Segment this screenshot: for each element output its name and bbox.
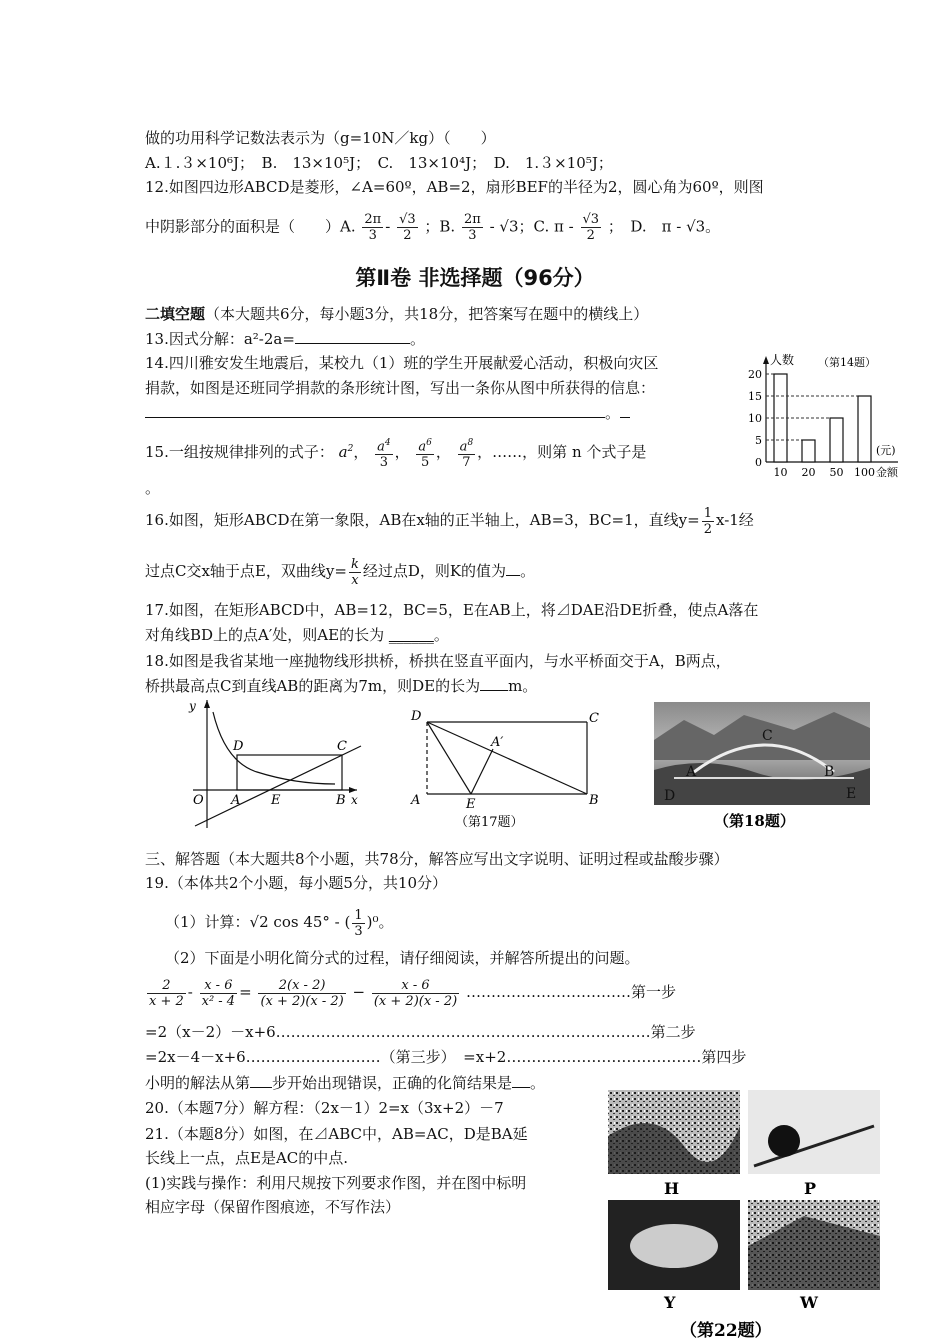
figure-q16 [185, 700, 365, 832]
fig18-label-E: E [846, 786, 857, 802]
fig18-label-C: C [762, 728, 773, 744]
fig16-label-B: B [336, 793, 346, 808]
q16-line1: 16.如图，矩形ABCD在第一象限，AB在x轴的正半轴上，AB=3，BC=1，直线y= $\frac{1}{2}$ x-1经 [145, 505, 754, 537]
chart-bar [802, 440, 815, 462]
q14-line2: 捐款，如图是还班同学捐款的条形统计图，写出一条你从图中所获得的信息： [145, 379, 656, 397]
chart-bar [858, 396, 871, 462]
chart-bar [830, 418, 843, 462]
chart-caption: （第14题） [818, 356, 876, 369]
fig22-label-W: W [800, 1293, 818, 1312]
chart-ytick-label: 15 [748, 390, 762, 403]
q19-question: 小明的解法从第 步开始出现错误，正确的化简结果是 。 [145, 1074, 546, 1092]
chart-x-unit: (元) [876, 444, 896, 457]
q12-line2: 中阴影部分的面积是（ ）A. $\frac{2\pi}{3}$ - $\frac{√3}{2}$ ；B. $\frac{2\pi}{3}$ - √3；C. π - $\frac{√3}{2}$ ； D. π - √3。 [145, 212, 721, 243]
q19-step2: =2（x－2）－x+6…………………………………………………………………第二步 [145, 1023, 696, 1041]
fig16-label-x: x [351, 793, 358, 807]
fig22-label-Y: Y [664, 1293, 676, 1312]
chart-ylabel: 人数 [770, 353, 795, 367]
q21-line4: 相应字母（保留作图痕迹，不写作法） [145, 1198, 401, 1216]
chart-ytick-label: 5 [755, 434, 762, 447]
chart-ytick-label: 10 [748, 412, 762, 425]
q15: 15.一组按规律排列的式子： $a^2$， $\frac{a^4}{3}$ ， $\frac{a^6}{5}$ ， $\frac{a^8}{7}$ ，……，则第 n 个式子是 [145, 437, 647, 471]
chart-xtick-label: 50 [829, 466, 844, 479]
fig16-label-E: E [271, 793, 281, 808]
q14-answer-line: 。 [145, 403, 630, 423]
fig17-label-C: C [589, 711, 599, 726]
q12-line1: 12.如图四边形ABCD是菱形，∠A=60º，AB=2，扇形BEF的半径为2，圆心角为60º，则图 [145, 178, 764, 196]
q11-options: A.１.３×10⁶J； B. 13×10⁵J； C. 13×10⁴J； D. 1.３×10⁵J； [145, 154, 613, 172]
q19-fraction-line: $\frac{2}{x + 2}$ - $\frac{x - 6}{\text{x² - 4}}$ = $\frac{2(x - 2)}{(x + 2)(x - 2)}$ − $\frac{x - 6}{(x + 2)(x - 2)}$ ……………………………第一步 [149, 977, 676, 1009]
chart-xtick-label: 20 [801, 466, 816, 479]
figure-q22-photos [604, 1086, 884, 1342]
fig17-label-E: E [466, 797, 476, 812]
q21-line2: 长线上一点，点E是AC的中点. [145, 1149, 349, 1167]
section-title: 第Ⅱ卷 非选择题（96分） [355, 266, 595, 290]
fill-heading: 二填空题（本大题共6分，每小题3分，共18分，把答案写在题中的横线上） [145, 305, 649, 323]
q19-part2: （2）下面是小明化简分式的过程，请仔细阅读，并解答所提出的问题。 [165, 949, 640, 967]
fig22-label-H: H [664, 1179, 680, 1198]
fig16-label-C: C [337, 739, 347, 754]
q11-text: 做的功用科学记数法表示为（g=10N／kg）（ ） [145, 129, 496, 147]
bar-chart-q14 [740, 350, 910, 482]
fig18-label-B: B [824, 764, 835, 780]
fig22-caption: （第22题） [680, 1321, 772, 1341]
figure-q18-photo [654, 700, 872, 835]
q20: 20.（本题7分）解方程：（2x－1）2=x（3x+2）－7 [145, 1099, 504, 1117]
fig17-label-B: B [589, 793, 599, 808]
chart-xlabel: 金额 [876, 466, 898, 479]
q17-line2: 对角线BD上的点A′处，则AE的长为 ______。 [145, 626, 449, 644]
q16-line2: 过点C交x轴于点E，双曲线y= $\frac{k}{x}$ 经过点D，则K的值为 。 [145, 556, 536, 588]
chart-bar [774, 374, 787, 462]
figure-q17 [405, 706, 615, 834]
fig17-label-A-prime: A′ [491, 735, 504, 750]
fig18-label-D: D [664, 788, 676, 804]
fig16-label-O: O [193, 793, 204, 808]
fig22-label-P: P [804, 1179, 817, 1198]
fig18-label-A: A [686, 764, 697, 780]
q19-step3: =2x－4－x+6………………………（第三步） =x+2…………………………………第四步 [145, 1048, 747, 1066]
q15-end: 。 [145, 479, 161, 497]
fig16-label-y: y [189, 700, 196, 713]
q18-line1: 18.如图是我省某地一座抛物线形拱桥，桥拱在竖直平面内，与水平桥面交于A，B两点， [145, 652, 731, 670]
q18-line2: 桥拱最高点C到直线AB的距离为7m，则DE的长为 m。 [145, 677, 538, 695]
q14-line1: 14.四川雅安发生地震后，某校九（1）班的学生开展献爱心活动，积极向灾区 [145, 354, 659, 372]
q17-line1: 17.如图，在矩形ABCD中，AB=12，BC=5，E在AB上，将⊿DAE沿DE折叠，使点A落在 [145, 601, 759, 619]
q21-line3: (1)实践与操作：利用尺规按下列要求作图，并在图中标明 [145, 1174, 527, 1192]
chart-ytick-label: 20 [748, 368, 762, 381]
fig17-caption: （第17题） [455, 815, 524, 830]
fig16-label-D: D [233, 739, 244, 754]
q13: 13.因式分解：a²-2a= 。 [145, 330, 425, 348]
fig17-label-A: A [411, 793, 421, 808]
fig16-label-A: A [231, 793, 241, 808]
chart-ytick-label: 0 [755, 456, 762, 469]
chart-y-arrow [763, 356, 769, 364]
chart-xtick-label: 10 [773, 466, 788, 479]
solve-heading: 三、解答题（本大题共8个小题，共78分，解答应写出文字说明、证明过程或盐酸步骤） [145, 850, 729, 868]
q21-line1: 21.（本题8分）如图，在⊿ABC中，AB=AC，D是BA延 [145, 1125, 528, 1143]
q19-part1: （1）计算：√2 cos 45° - ( $\frac{1}{3}$ )⁰。 [165, 907, 394, 939]
fig17-label-D: D [411, 709, 422, 724]
chart-xtick-label: 100 [854, 466, 875, 479]
fig18-caption: （第18题） [714, 812, 795, 830]
q19-heading: 19.（本体共2个小题，每小题5分，共10分） [145, 874, 448, 892]
